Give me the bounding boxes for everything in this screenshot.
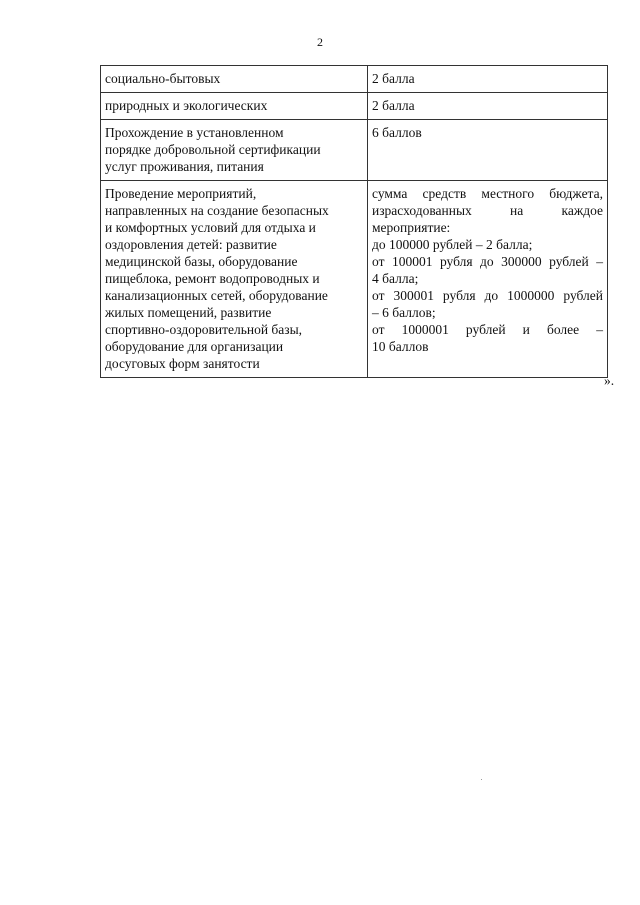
score-text-line: от 300001 рубля до 1000000 рублей (372, 288, 603, 303)
criterion-text-line: направленных на создание безопасных (105, 203, 329, 218)
score-text-line: израсходованных на каждое (372, 203, 603, 218)
score-text-line: от 1000001 рублей и более – (372, 322, 603, 337)
score-text-line: 10 баллов (372, 339, 429, 354)
table-row (101, 181, 608, 378)
criterion-text-line: канализационных сетей, оборудование (105, 288, 328, 303)
score-text-line: 2 балла (372, 98, 415, 113)
score-cell (368, 66, 608, 93)
scan-artifact-dot (481, 779, 482, 780)
criterion-cell (101, 181, 368, 378)
criterion-text-line: услуг проживания, питания (105, 159, 264, 174)
score-text-line: 4 балла; (372, 271, 419, 286)
table-row (101, 120, 608, 181)
criterion-cell (101, 93, 368, 120)
page-number: 2 (317, 35, 323, 49)
score-text-line: 2 балла (372, 71, 415, 86)
score-cell (368, 93, 608, 120)
criterion-text-line: досуговых форм занятости (105, 356, 260, 371)
score-text-line: мероприятие: (372, 220, 451, 235)
criteria-table (100, 65, 608, 378)
score-cell (368, 181, 608, 378)
score-text-line: 6 баллов (372, 125, 422, 140)
score-text-line: сумма средств местного бюджета, (372, 186, 603, 201)
criterion-text-line: социально-бытовых (105, 71, 221, 86)
score-text-line: от 100001 рубля до 300000 рублей – (372, 254, 603, 269)
criterion-cell (101, 120, 368, 181)
score-text-line: – 6 баллов; (372, 305, 436, 320)
score-text-line: до 100000 рублей – 2 балла; (372, 237, 533, 252)
criteria-table-body (101, 66, 608, 378)
criterion-cell (101, 66, 368, 93)
criterion-text-line: спортивно-оздоровительной базы, (105, 322, 303, 337)
criterion-text-line: оздоровления детей: развитие (105, 237, 277, 252)
criterion-text-line: медицинской базы, оборудование (105, 254, 298, 269)
criterion-text-line: природных и экологических (105, 98, 268, 113)
criterion-text-line: порядке добровольной сертификации (105, 142, 321, 157)
criterion-text-line: Проведение мероприятий, (105, 186, 257, 201)
table-row (101, 66, 608, 93)
criterion-text-line: оборудование для организации (105, 339, 284, 354)
criterion-text-line: пищеблока, ремонт водопроводных и (105, 271, 320, 286)
criterion-text-line: Прохождение в установленном (105, 125, 284, 140)
closing-quote-mark: ». (604, 373, 615, 388)
score-cell (368, 120, 608, 181)
table-row (101, 93, 608, 120)
criterion-text-line: и комфортных условий для отдыха и (105, 220, 316, 235)
criterion-text-line: жилых помещений, развитие (105, 305, 272, 320)
